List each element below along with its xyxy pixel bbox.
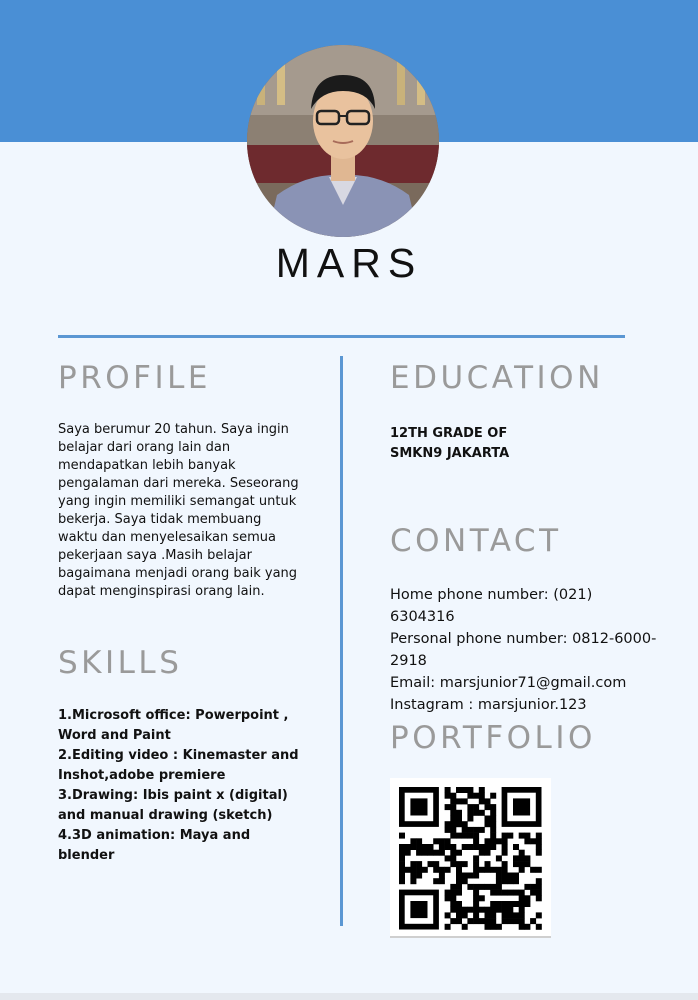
profile-photo-graphic bbox=[247, 45, 439, 237]
page-bottom-edge bbox=[0, 993, 698, 1000]
skills-line: and manual drawing (sketch) bbox=[58, 808, 273, 823]
profile-line: yang ingin memiliki semangat untuk bbox=[58, 494, 297, 509]
home-phone: Home phone number: (021) 6304316 bbox=[390, 587, 593, 625]
instagram-handle[interactable]: Instagram : marsjunior.123 bbox=[390, 697, 587, 713]
profile-line: pekerjaan saya .Masih belajar bbox=[58, 548, 252, 563]
skills-line: 2.Editing video : Kinemaster and bbox=[58, 748, 299, 763]
skills-line: 3.Drawing: Ibis paint x (digital) bbox=[58, 788, 288, 803]
skills-line: Inshot,adobe premiere bbox=[58, 768, 226, 783]
skills-line: 4.3D animation: Maya and bbox=[58, 828, 251, 843]
skills-list bbox=[58, 706, 333, 866]
profile-line: dapat menginspirasi orang lain. bbox=[58, 584, 265, 599]
qr-code-icon bbox=[390, 778, 551, 938]
education-line: SMKN9 JAKARTA bbox=[390, 446, 510, 461]
education-line: 12TH GRADE OF bbox=[390, 426, 508, 441]
personal-phone-continued: 2918 bbox=[390, 653, 427, 669]
profile-line: waktu dan menyelesaikan semua bbox=[58, 530, 277, 545]
contact-heading: CONTACT bbox=[390, 523, 562, 559]
contact-details bbox=[390, 584, 660, 716]
education-details bbox=[390, 424, 650, 464]
profile-line: bekerja. Saya tidak membuang bbox=[58, 512, 262, 527]
profile-line: mendapatkan lebih banyak bbox=[58, 458, 236, 473]
portfolio-qr-code[interactable] bbox=[390, 778, 551, 938]
skills-heading: SKILLS bbox=[58, 645, 183, 681]
profile-line: bagaimana menjadi orang baik yang bbox=[58, 566, 298, 581]
profile-line: pengalaman dari mereka. Seseorang bbox=[58, 476, 299, 491]
profile-line: belajar dari orang lain dan bbox=[58, 440, 231, 455]
profile-line: Saya berumur 20 tahun. Saya ingin bbox=[58, 422, 289, 437]
vertical-divider bbox=[340, 356, 343, 926]
person-name: MARS bbox=[275, 240, 423, 286]
skills-line: 1.Microsoft office: Powerpoint , bbox=[58, 708, 289, 723]
personal-phone: Personal phone number: 0812-6000- bbox=[390, 631, 657, 647]
profile-heading: PROFILE bbox=[58, 360, 211, 396]
qr-underline bbox=[390, 936, 551, 938]
profile-text bbox=[58, 421, 328, 601]
skills-line: Word and Paint bbox=[58, 728, 171, 743]
profile-photo bbox=[247, 45, 439, 237]
horizontal-divider bbox=[58, 335, 625, 338]
education-heading: EDUCATION bbox=[390, 360, 604, 396]
portfolio-heading: PORTFOLIO bbox=[390, 720, 596, 756]
email-address[interactable]: Email: marsjunior71@gmail.com bbox=[390, 675, 627, 691]
skills-line: blender bbox=[58, 848, 115, 863]
